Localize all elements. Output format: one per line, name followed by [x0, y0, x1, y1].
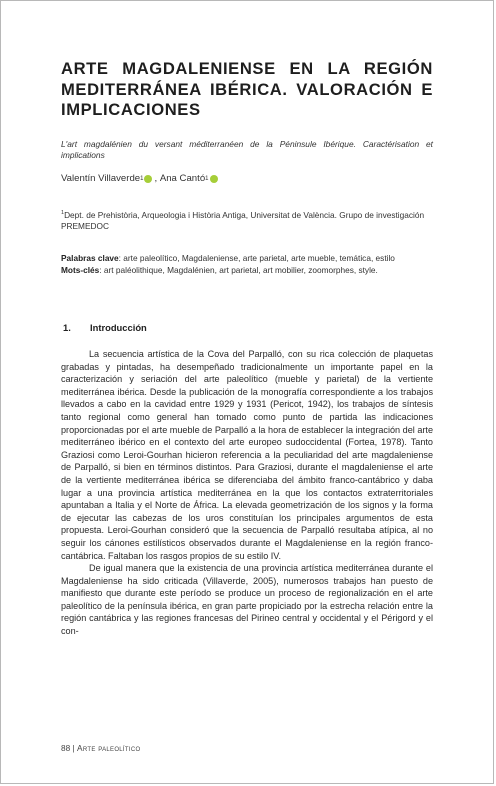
keywords-block [61, 253, 433, 277]
paragraph: La secuencia artística de la Cova del Parpalló, con su rica colección de plaquetas grabadas y pintadas, ha desempeñado tradicionalmente un importante papel en la caracterización y seriación del arte paleolítico (mueble y parietal) de la vertiente mediterránea ibérica. Desde la publicación de la monografía correspondiente a los trabajos llevados a cabo en la cavidad entre 1929 y 1931 (Pericot, 1942), los trabajos de síntesis tanto regional como general han tomado como punto de partida las indicaciones proporcionadas por el arte mueble de Parpalló a la hora de establecer la integración del arte mediterráneo ibérico en el contexto del arte europeo sudoccidental (Fortea, 1978). Tanto Graziosi como Leroi-Gourhan hicieron referencia a la peculiaridad del arte magdaleniense de Parpalló, si bien en términos distintos. Para Graziosi, durante el magdaleniense el arte de la vertiente mediterránea ibérica se diferenciaba del ámbito franco-cantábrico y daba lugar a una provincia artística mediterránea en la que los contactos extraterritoriales apuntaban a Italia y el Norte de África. La elevada geometrización de los signos y la forma de ejecutar las cabezas de los uros constituían los principales argumentos de esta propuesta. Leroi-Gourhan consideró que la secuencia de Parpalló resultaba atípica, al no seguir los cánones estilísticos observados durante el Magdaleniense en la región franco-cantábrica. Faltaban los rasgos propios de su estilo IV. [61, 349, 433, 561]
page-number: 88 [61, 743, 71, 753]
orcid-icon[interactable] [210, 175, 218, 183]
keywords-fr-text: : art paléolithique, Magdalénien, art parietal, art mobilier, zoomorphes, style. [99, 265, 378, 276]
page-footer [61, 743, 140, 753]
author-affiliation-mark: 1 [140, 176, 144, 182]
footer-section-name: Arte paleolítico [77, 743, 141, 753]
article-title: ARTE MAGDALENIENSE EN LA REGIÓN MEDITERRÁNEA IBÉRICA. VALORACIÓN E IMPLICACIONES [61, 59, 433, 119]
author-list [61, 173, 433, 185]
section-heading [63, 322, 147, 333]
keywords-fr-label: Mots-clés [61, 265, 100, 276]
keywords-fr [61, 265, 433, 276]
paragraph: De igual manera que la existencia de una provincia artística mediterránea durante el Magdaleniense ha sido criticada (Villaverde, 2005), numerosos trabajos han puesto de manifiesto que durante este período se produce un proceso de regionalización en el arte paleolítico de la península ibérica, en gran parte propiciado por la estrecha relación entre la región cantábrica y las regiones francesas del Pirineo central y occidental y el Périgord y el con- [61, 563, 433, 637]
author-affiliation-mark: 1 [205, 176, 209, 182]
section-title: Introducción [90, 322, 147, 333]
affiliation-mark: 1 [61, 210, 65, 216]
footer-separator: | [70, 743, 77, 753]
keywords-es-label: Palabras clave [61, 253, 119, 263]
orcid-icon[interactable] [144, 175, 152, 183]
author-name: Valentín Villaverde [61, 173, 141, 184]
keywords-es-text: : arte paleolítico, Magdaleniense, arte parietal, arte mueble, temática, estilo [118, 253, 395, 263]
author-name: Ana Cantó [159, 173, 206, 184]
keywords-es [61, 253, 433, 264]
affiliation-text: Dept. de Prehistòria, Arqueologia i Història Antiga, Universitat de València. Grupo de investigación PREMEDOC [61, 209, 425, 231]
article-subtitle: L'art magdalénien du versant méditerranéen de la Péninsule Ibérique. Caractérisation et implications [61, 139, 433, 160]
author-separator: , [154, 173, 160, 184]
section-number: 1. [63, 322, 71, 333]
affiliation [61, 208, 433, 232]
body-text [61, 348, 433, 638]
